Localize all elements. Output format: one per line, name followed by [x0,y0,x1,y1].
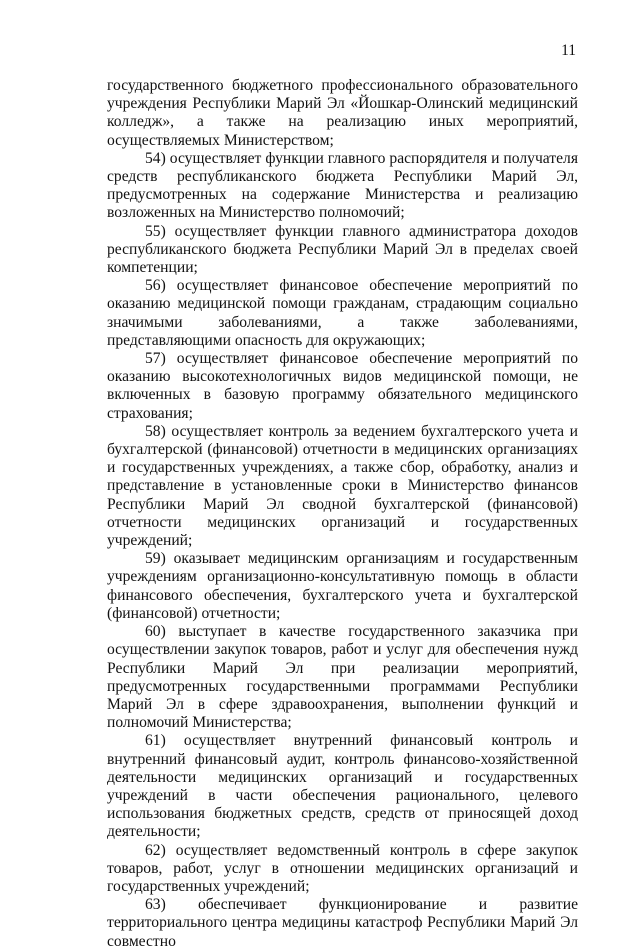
document-body [107,77,578,951]
paragraph-item-63: 63) обеспечивает функционирование и развитие территориального центра медицины катастроф Республики Марий Эл совместно [107,896,578,950]
paragraph-item-62: 62) осуществляет ведомственный контроль в сфере закупок товаров, работ, услуг в отношении медицинских организаций и государственных учреждений; [107,841,578,895]
paragraph-continuation: государственного бюджетного профессионального образовательного учреждения Республики Марий Эл «Йошкар-Олинский медицинский колледж», а также на реализацию иных мероприятий, осуществляемых Министерством; [107,77,578,149]
paragraph-item-59: 59) оказывает медицинским организациям и государственным учреждениям организационно-консультативную помощь в области финансового обеспечения, бухгалтерского учета и бухгалтерской (финансовой) отчетности; [107,550,578,622]
paragraph-item-58: 58) осуществляет контроль за ведением бухгалтерского учета и бухгалтерской (финансовой) отчетности в медицинских организациях и государственных учреждениях, а также сбор, обработку, анализ и представление в установленные сроки в Министерство финансов Республики Марий Эл сводной бухгалтерской (финансовой) отчетности медицинских организаций и государственных учреждений; [107,422,578,550]
paragraph-item-60: 60) выступает в качестве государственного заказчика при осуществлении закупок товаров, работ и услуг для обеспечения нужд Республики Марий Эл при реализации мероприятий, предусмотренных государственными программами Республики Марий Эл в сфере здравоохранения, выполнении функций и полномочий Министерства; [107,623,578,732]
paragraph-item-54: 54) осуществляет функции главного распорядителя и получателя средств республиканского бюджета Республики Марий Эл, предусмотренных на содержание Министерства и реализацию возложенных на Министерство полномочий; [107,149,578,222]
paragraph-item-55: 55) осуществляет функции главного администратора доходов республиканского бюджета Республики Марий Эл в пределах своей компетенции; [107,222,578,277]
paragraph-item-56: 56) осуществляет финансовое обеспечение мероприятий по оказанию медицинской помощи гражданам, страдающим социально значимыми заболеваниями, а также заболеваниями, представляющими опасность для окружающих; [107,277,578,349]
paragraph-item-57: 57) осуществляет финансовое обеспечение мероприятий по оказанию высокотехнологичных видов медицинской помощи, не включенных в базовую программу обязательного медицинского страхования; [107,350,578,422]
paragraph-item-61: 61) осуществляет внутренний финансовый контроль и внутренний финансовый аудит, контроль финансово-хозяйственной деятельности медицинских организаций и государственных учреждений в части обеспечения рационального, целевого использования бюджетных средств, средств от приносящей доход деятельности; [107,732,578,841]
page-number: 11 [561,42,576,59]
